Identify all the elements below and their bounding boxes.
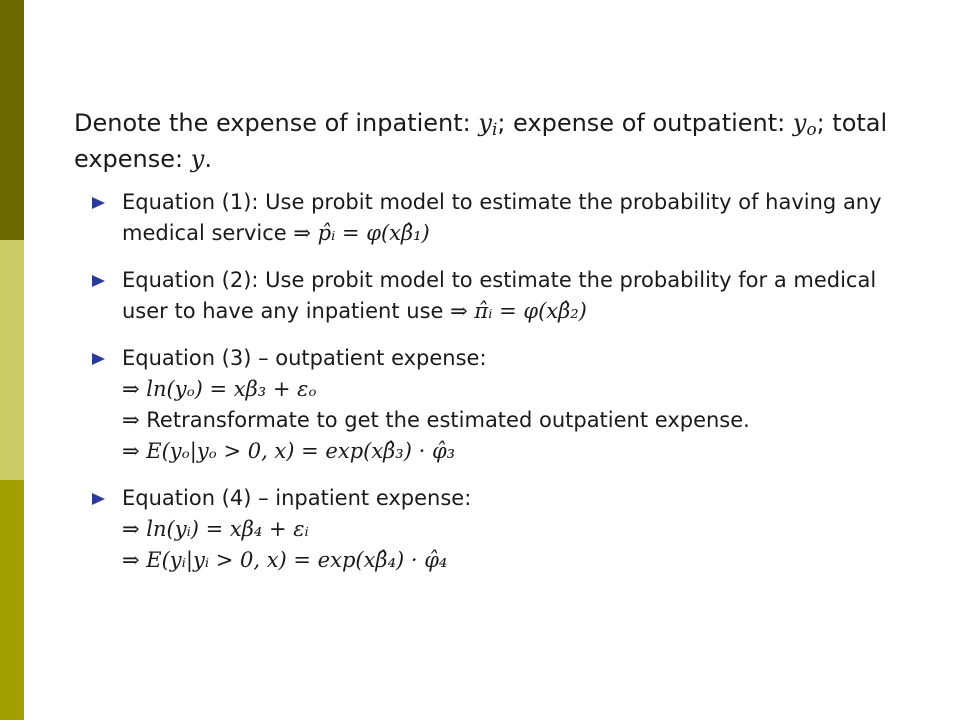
- intro-text-5: .: [204, 145, 212, 173]
- slide-content: [74, 105, 934, 592]
- equation-2-text: user to have any inpatient use: [122, 299, 451, 323]
- equation-4-log-formula: ⇒ ln(yᵢ) = xβ₄ + εᵢ: [122, 517, 309, 541]
- equation-1-description: Equation (1): Use probit model to estimate the probability of having any: [122, 190, 882, 214]
- sidebar-decoration: [0, 0, 24, 720]
- sidebar-band-light: [0, 240, 24, 480]
- equation-2-formula-line: [122, 296, 934, 327]
- list-item-equation-4: [74, 483, 934, 576]
- triangle-bullet-icon: [92, 353, 105, 365]
- equation-3-retransform-line: [122, 405, 934, 436]
- equation-1-text: medical service: [122, 221, 294, 245]
- equation-list: [74, 187, 934, 576]
- triangle-bullet-icon: [92, 493, 105, 505]
- intro-text-3: ; total: [816, 109, 888, 137]
- intro-paragraph: [74, 105, 934, 177]
- equation-3-expectation-formula: ⇒ E(yₒ|yₒ > 0, x) = exp(xβ̂₃) · φ̂₃: [122, 439, 456, 463]
- list-item-equation-1: [74, 187, 934, 249]
- sidebar-band-dark: [0, 0, 24, 240]
- equation-3-title: Equation (3) – outpatient expense:: [122, 346, 487, 370]
- sidebar-band-mid: [0, 480, 24, 720]
- implies-arrow: ⇒: [122, 408, 140, 432]
- triangle-bullet-icon: [92, 275, 105, 287]
- intro-text-4: expense:: [74, 145, 191, 173]
- intro-text-1: Denote the expense of inpatient:: [74, 109, 479, 137]
- equation-1-formula-line: [122, 218, 934, 249]
- equation-3-log-formula: ⇒ ln(yₒ) = xβ₃ + εₒ: [122, 377, 317, 401]
- equation-3-retransform-text: Retransformate to get the estimated outpatient expense.: [139, 408, 750, 432]
- list-item-equation-2: [74, 265, 934, 327]
- var-total: y: [190, 145, 205, 173]
- intro-text-2: ; expense of outpatient:: [497, 109, 793, 137]
- equation-1-formula: ⇒ p̂ᵢ = φ(xβ̂₁): [293, 221, 430, 245]
- equation-2-formula: ⇒ π̂ᵢ = φ(xβ̂₂): [450, 299, 587, 323]
- equation-2-description: Equation (2): Use probit model to estimate the probability for a medical: [122, 268, 877, 292]
- var-outpatient: $y_o$: [792, 109, 817, 140]
- triangle-bullet-icon: [92, 197, 105, 209]
- equation-4-expectation-formula: ⇒ E(yᵢ|yᵢ > 0, x) = exp(xβ̂₄) · φ̂₄: [122, 548, 448, 572]
- var-inpatient: $y_i$: [478, 109, 498, 140]
- list-item-equation-3: [74, 343, 934, 467]
- equation-4-title: Equation (4) – inpatient expense:: [122, 486, 472, 510]
